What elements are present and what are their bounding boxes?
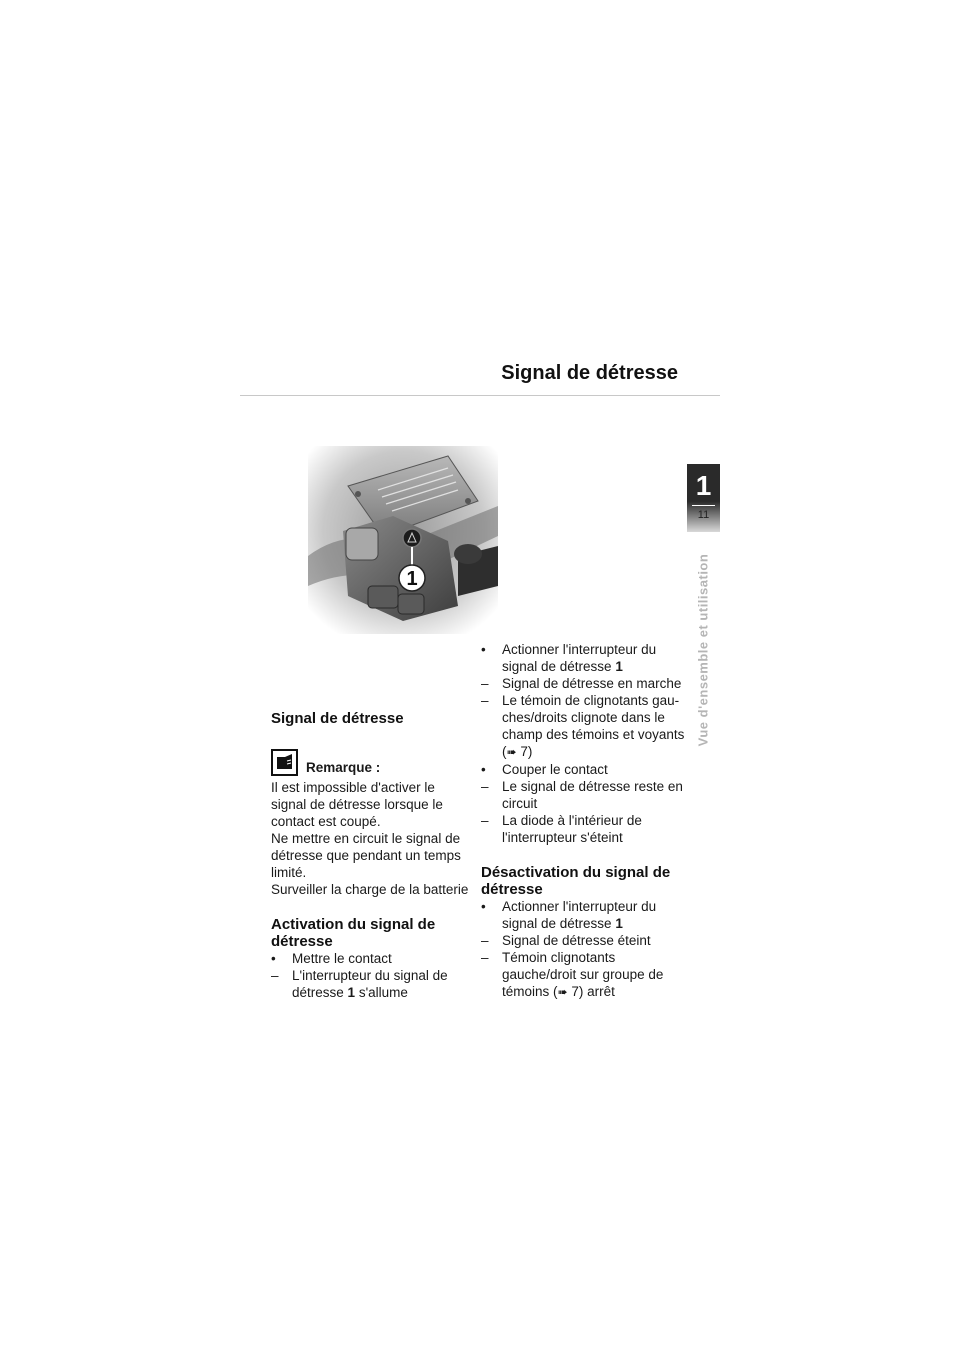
note-paragraph: Ne mettre en circuit le signal de détresse que pendant un temps limité. [271, 831, 461, 880]
list-item-text: La diode à l'intérieur de l'interrupteur s'éteint [502, 813, 642, 845]
callout-ref: 1 [347, 985, 356, 1000]
list-item [481, 761, 686, 778]
chapter-number: 1 [695, 470, 712, 501]
dash-marker: – [481, 779, 489, 794]
note-label: Remarque : [306, 760, 381, 775]
list-item-text: Témoin clignotants gauche/droit sur groupe de témoins ( [502, 950, 664, 999]
list-item-text: s'allume [355, 985, 408, 1000]
section-label: Vue d'ensemble et utilisation [695, 553, 711, 747]
activation-heading: Activation du signal de détresse [271, 916, 436, 950]
callout-ref: 1 [615, 659, 623, 674]
list-item-text: Actionner l'interrupteur du signal de détresse [502, 899, 657, 931]
chapter-tab [687, 464, 720, 532]
section-heading: Signal de détresse [271, 710, 404, 727]
bullet-marker: • [481, 642, 486, 657]
list-item [481, 932, 686, 949]
note-paragraph: Surveiller la charge de la batterie [271, 882, 469, 897]
page-ref-arrow-icon: ➠ [506, 745, 517, 759]
list-item-text: L'interrupteur du signal de détresse [292, 968, 448, 1000]
dash-marker: – [481, 950, 489, 965]
list-item [481, 812, 686, 846]
list-item [271, 950, 471, 967]
dash-marker: – [481, 693, 489, 708]
list-item [481, 675, 686, 692]
chapter-divider [692, 505, 715, 506]
list-item-text: Le signal de détresse reste en circuit [502, 779, 683, 811]
bullet-marker: • [271, 951, 276, 966]
list-item-text: Le témoin de clignotants gau-ches/droits clignote dans le champ des témoins et voyants ( [502, 693, 685, 759]
page-ref: 7) [516, 744, 533, 759]
list-item-text: Actionner l'interrupteur du signal de détresse [502, 642, 657, 674]
note-header [271, 749, 471, 779]
list-item-text: Couper le contact [502, 762, 608, 777]
right-column [481, 641, 686, 1001]
bullet-marker: • [481, 899, 486, 914]
dash-marker: – [271, 968, 279, 983]
list-item [481, 949, 686, 1001]
note-icon [271, 749, 298, 776]
list-item [481, 692, 686, 761]
title-divider [240, 395, 720, 396]
list-item [481, 641, 686, 675]
list-item [481, 778, 686, 812]
bullet-marker: • [481, 762, 486, 777]
handlebar-photo-illustration [308, 446, 498, 634]
deactivation-heading: Désactivation du signal de détresse [481, 864, 671, 898]
list-item-text: Signal de détresse en marche [502, 676, 682, 691]
dash-marker: – [481, 676, 489, 691]
list-item [271, 967, 471, 1001]
dash-marker: – [481, 933, 489, 948]
callout-ref: 1 [615, 916, 623, 931]
page-ref: 7) arrêt [567, 984, 615, 999]
left-column [271, 710, 471, 1001]
list-item-text: Signal de détresse éteint [502, 933, 651, 948]
page-title: Signal de détresse [501, 362, 678, 384]
dash-marker: – [481, 813, 489, 828]
page-number: 11 [697, 509, 710, 521]
note-paragraph: Il est impossible d'activer le signal de détresse lorsque le contact est coupé. [271, 780, 443, 829]
list-item [481, 898, 686, 932]
hazard-switch-figure [308, 446, 498, 634]
page-ref-arrow-icon: ➠ [557, 985, 568, 999]
list-item-text: Mettre le contact [292, 951, 392, 966]
figure-callout: 1 [406, 568, 418, 590]
